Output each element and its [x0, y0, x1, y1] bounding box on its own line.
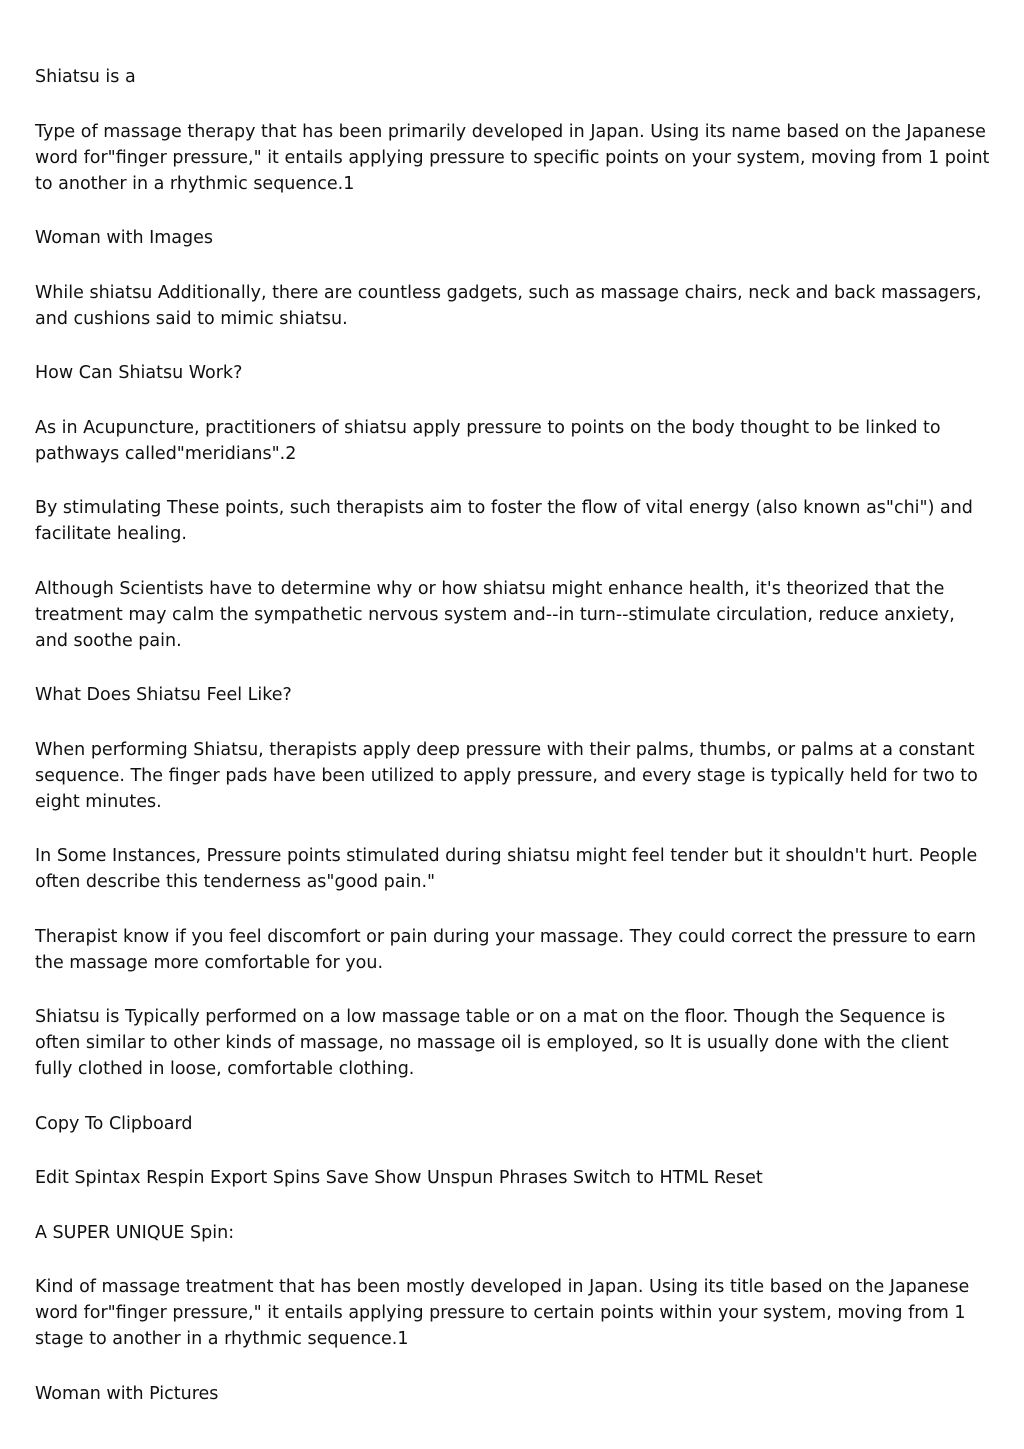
copy-to-clipboard-text: Copy To Clipboard	[35, 1113, 193, 1134]
paragraph-therapist: Therapist know if you feel discomfort or pain during your massage. They could correct the pressure to earn the massage more comfortable for you.	[35, 926, 976, 973]
paragraph-meridians: As in Acupuncture, practitioners of shiatsu apply pressure to points on the body thought to be linked to pathways called"meridians".2	[35, 417, 941, 464]
section-heading-how-it-works: How Can Shiatsu Work?	[35, 363, 243, 383]
paragraph-stimulating-points: By stimulating These points, such therapists aim to foster the flow of vital energy (also known as"chi") and facilitate healing.	[35, 498, 973, 544]
paragraph-gadgets: While shiatsu Additionally, there are countless gadgets, such as massage chairs, neck and back massagers, and cushions said to mimic shiatsu.	[35, 282, 982, 329]
spin-toolbar-text: Edit Spintax Respin Export Spins Save Show Unspun Phrases Switch to HTML Reset	[35, 1168, 763, 1188]
paragraph-table-mat: Shiatsu is Typically performed on a low massage table or on a mat on the floor. Though the Sequence is often similar to other kinds of massage, no massage oil is employed, so It is usually done with the client fully clothed in loose, comfortable clothing.	[35, 1007, 949, 1079]
paragraph-intro: Shiatsu is a	[35, 67, 136, 87]
section-heading-unique-spin: A SUPER UNIQUE Spin:	[35, 1222, 235, 1243]
paragraph-scientists: Although Scientists have to determine why or how shiatsu might enhance health, it's theorized that the treatment may calm the sympathetic nervous system and--in turn--stimulate circulation, reduce anxiety, and soothe pain.	[35, 578, 955, 651]
paragraph-definition: Type of massage therapy that has been primarily developed in Japan. Using its name based on the Japanese word for"finger pressure," it entails applying pressure to specific points on your system, moving from 1 point to another in a rhythmic sequence.1	[35, 121, 990, 194]
paragraph-performing: When performing Shiatsu, therapists apply deep pressure with their palms, thumbs, or palms at a constant sequence. The finger pads have been utilized to apply pressure, and every stage is typically held for two to eight minutes.	[35, 739, 978, 812]
paragraph-image-caption: Woman with Images	[35, 228, 214, 248]
paragraph-spin-image-caption: Woman with Pictures	[35, 1383, 219, 1404]
paragraph-tenderness: In Some Instances, Pressure points stimulated during shiatsu might feel tender but it shouldn't hurt. People often describe this tenderness as"good pain."	[35, 846, 978, 892]
paragraph-spin-definition: Kind of massage treatment that has been mostly developed in Japan. Using its title based on the Japanese word for"finger pressure," it entails applying pressure to certain points within your system, moving from 1 stage to another in a rhythmic sequence.1	[35, 1277, 970, 1349]
section-heading-feel-like: What Does Shiatsu Feel Like?	[35, 685, 292, 705]
